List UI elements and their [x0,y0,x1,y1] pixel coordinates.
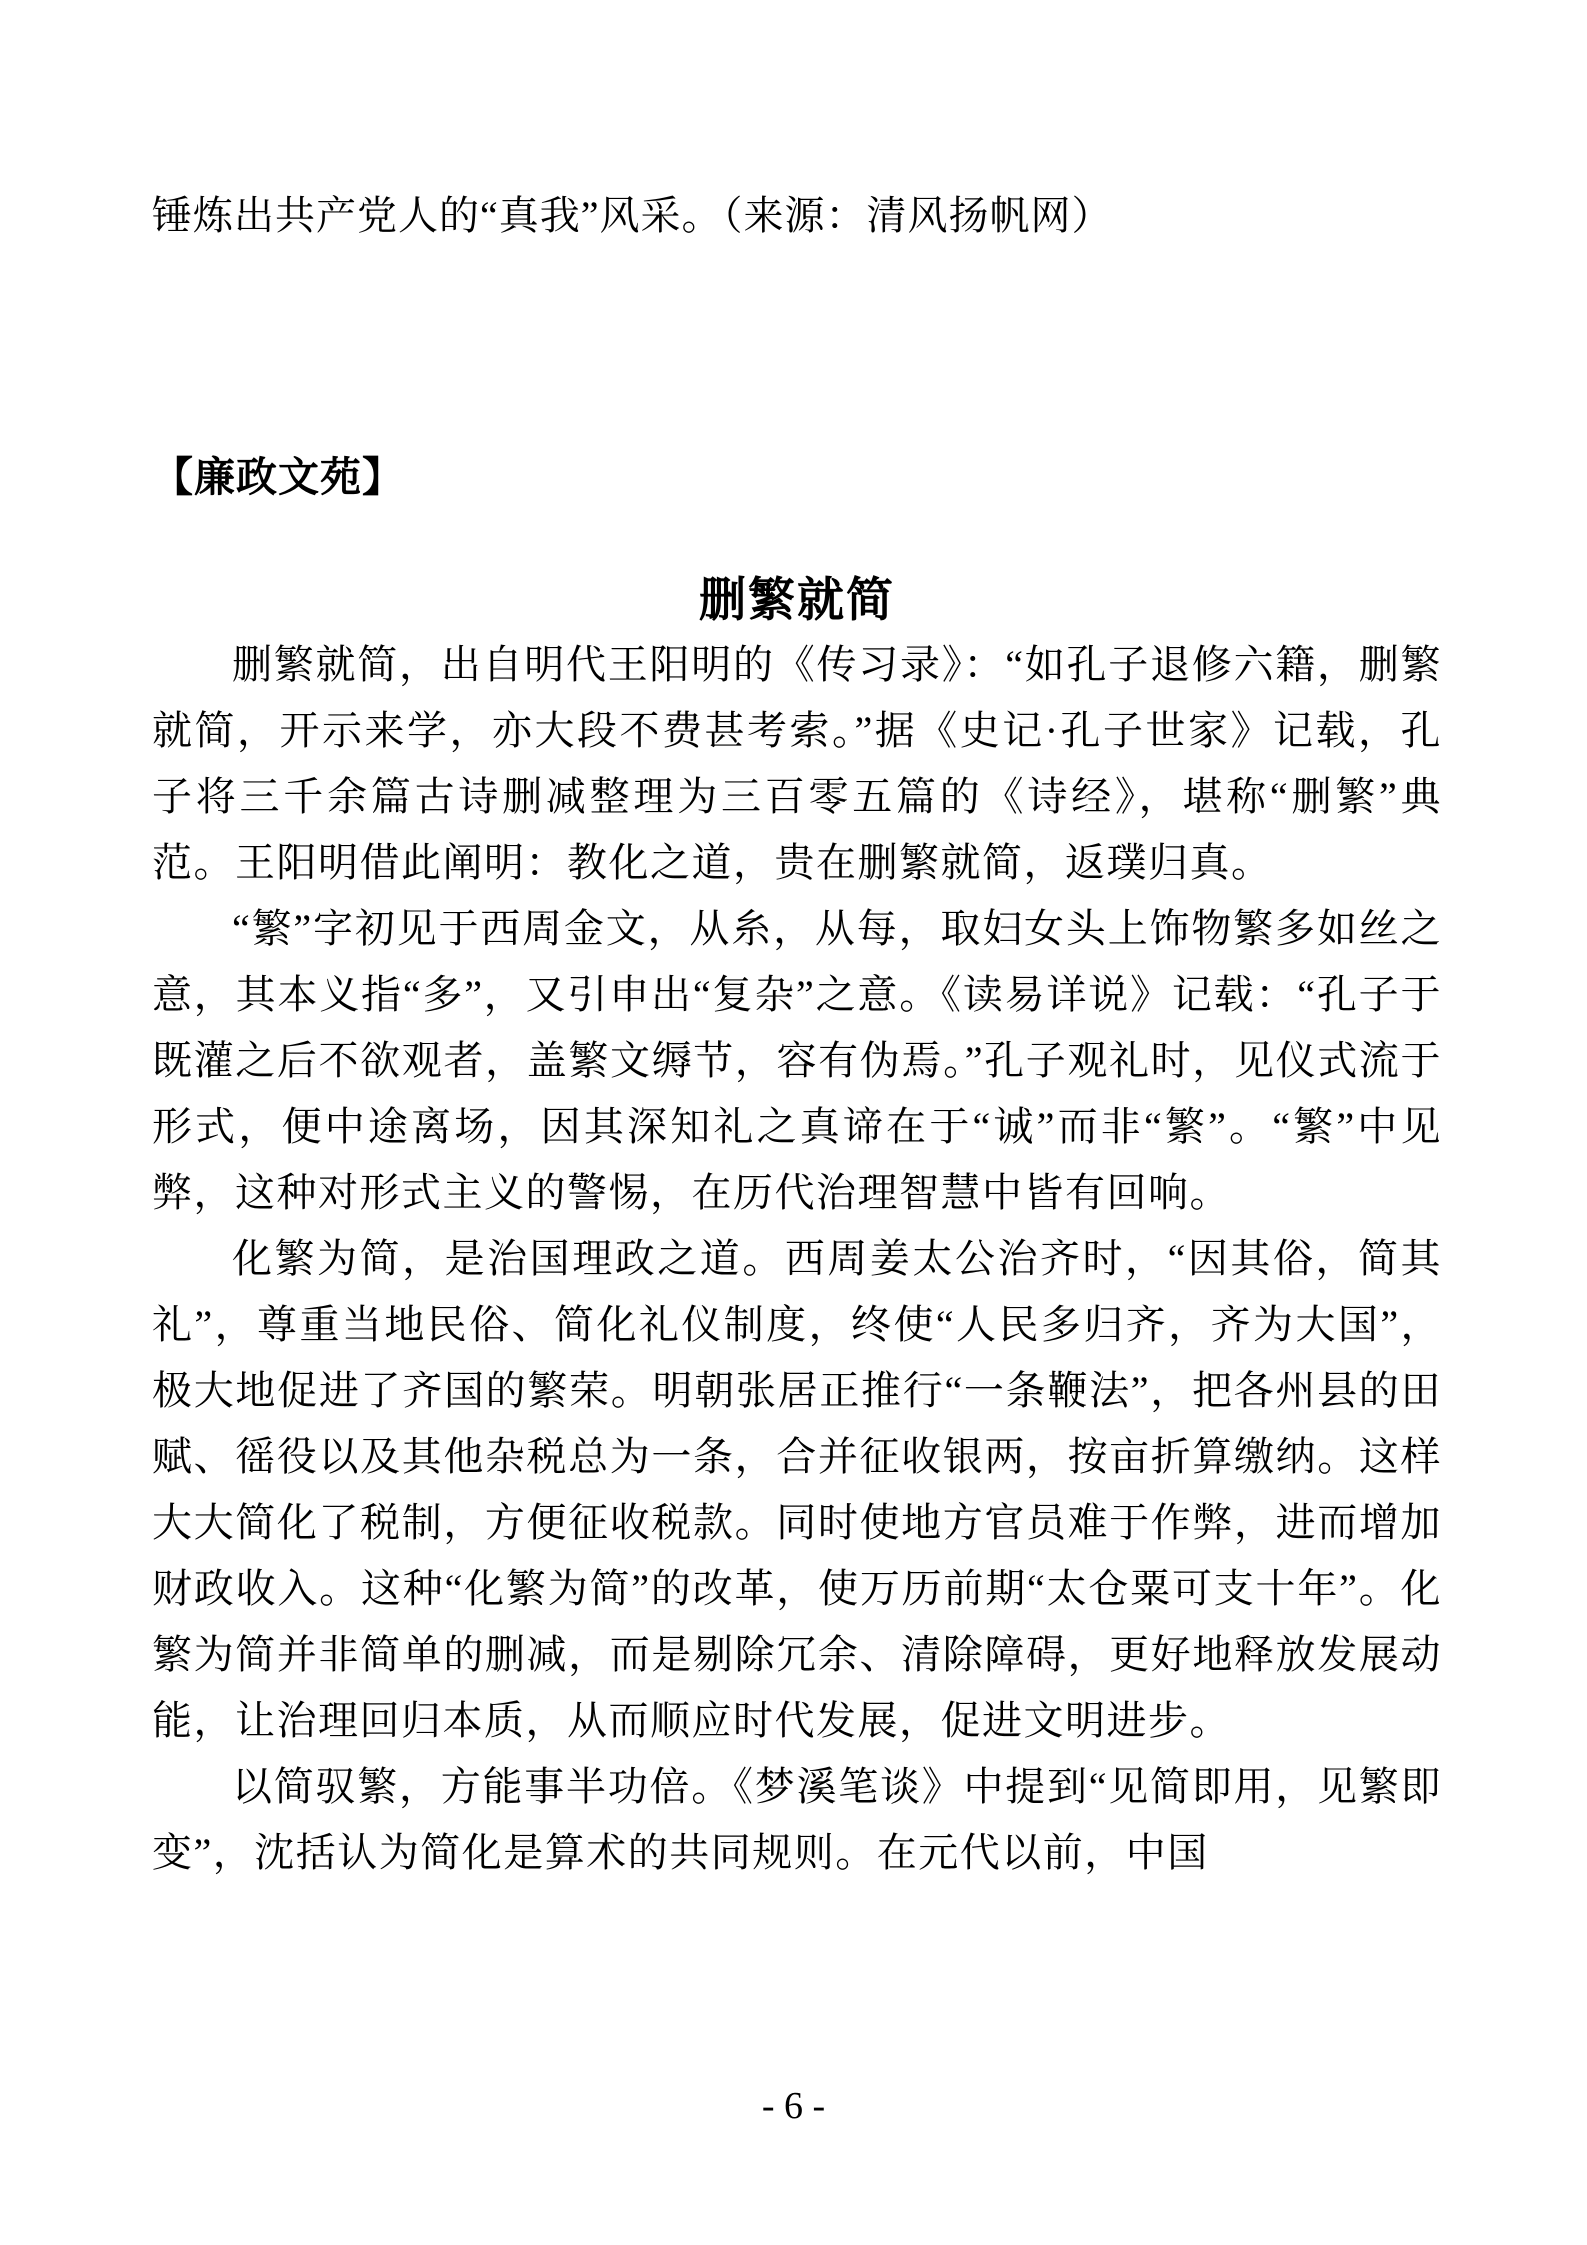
paragraph-3: 化繁为简，是治国理政之道。西周姜太公治齐时，“因其俗，简其礼”，尊重当地民俗、简化礼仪制度，终使“人民多归齐，齐为大国”，极大地促进了齐国的繁荣。明朝张居正推行“一条鞭法”，把各州县的田赋、徭役以及其他杂税总为一条，合并征收银两，按亩折算缴纳。这样大大简化了税制，方便征收税款。同时使地方官员难于作弊，进而增加财政收入。这种“化繁为简”的改革，使万历前期“太仓粟可支十年”。化繁为简并非简单的删减，而是剔除冗余、清除障碍，更好地释放发展动能，让治理回归本质，从而顺应时代发展，促进文明进步。 [152,1236,1442,1743]
section-header: 【廉政文苑】 [152,454,404,500]
paragraph-2: “繁”字初见于西周金文，从糸，从每，取妇女头上饰物繁多如丝之意，其本义指“多”，又引申出“复杂”之意。《读易详说》记载：“孔子于既灌之后不欲观者，盖繁文缛节，容有伪焉。”孔子观礼时，见仪式流于形式，便中途离场，因其深知礼之真谛在于“诚”而非“繁”。“繁”中见弊，这种对形式主义的警惕，在历代治理智慧中皆有回响。 [152,906,1442,1215]
article-title: 删繁就简 [699,575,895,627]
continuation-paragraph: 锤炼出共产党人的“真我”风采。（来源：清风扬帆网） [152,193,1113,238]
article-body [152,632,1442,1886]
paragraph-4: 以简驭繁，方能事半功倍。《梦溪笔谈》中提到“见简即用，见繁即变”，沈括认为简化是算术的共同规则。在元代以前，中国 [152,1764,1442,1875]
paragraph-1: 删繁就简，出自明代王阳明的《传习录》：“如孔子退修六籍，删繁就简，开示来学，亦大段不费甚考索。”据《史记·孔子世家》记载，孔子将三千余篇古诗删减整理为三百零五篇的《诗经》，堪称“删繁”典范。王阳明借此阐明：教化之道，贵在删繁就简，返璞归真。 [152,642,1442,885]
page-number: - 6 - [761,2085,826,2127]
